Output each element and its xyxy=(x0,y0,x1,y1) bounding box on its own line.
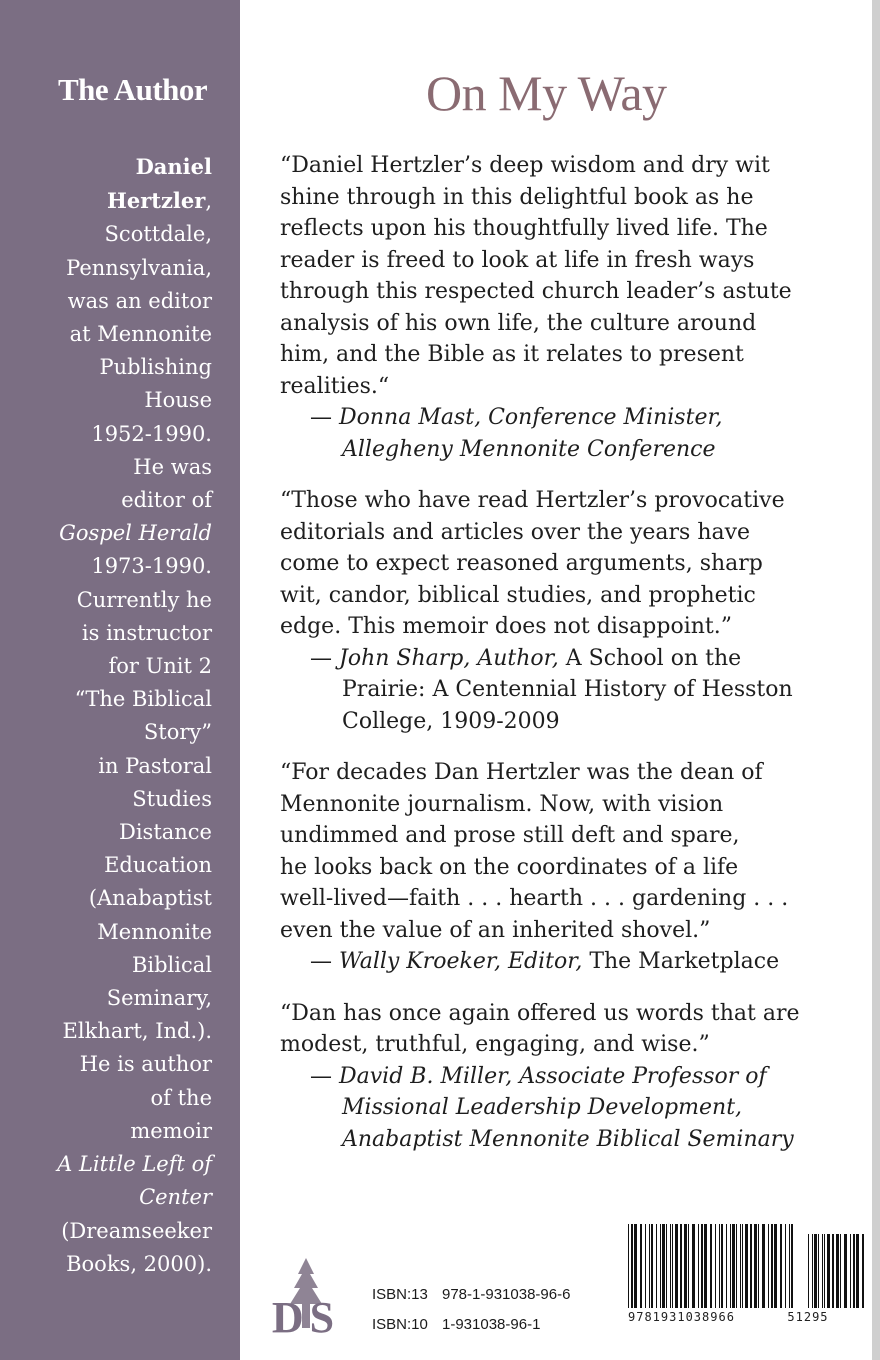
barcode-bar xyxy=(732,1224,735,1308)
text-run: Mennonite xyxy=(97,919,212,944)
quote-line: even the value of an inherited shovel.” xyxy=(280,917,711,943)
barcode-bar xyxy=(662,1224,665,1308)
quote-attribution xyxy=(310,402,840,465)
text-run: memoir xyxy=(130,1118,212,1143)
barcode-bar xyxy=(822,1234,823,1308)
bio-line xyxy=(12,1015,212,1048)
quote-gap xyxy=(280,737,840,757)
quote-line: wit, candor, biblical studies, and prophetic xyxy=(280,582,756,608)
attribution-line xyxy=(310,1124,840,1156)
attribution-line xyxy=(310,706,840,738)
barcode-bar xyxy=(785,1224,786,1308)
text-run: Story” xyxy=(143,720,212,745)
barcode-bar xyxy=(762,1224,765,1308)
text-run: Allegheny Mennonite Conference xyxy=(342,436,716,462)
quote-line: “Dan has once again offered us words that are xyxy=(280,1000,800,1026)
barcode-bar xyxy=(710,1224,712,1308)
bio-line xyxy=(12,882,212,915)
barcode-bar xyxy=(856,1234,859,1308)
bio-line xyxy=(12,484,212,517)
barcode-bar xyxy=(730,1224,731,1308)
bio-line xyxy=(12,949,212,982)
bio-line xyxy=(12,1248,212,1281)
barcode xyxy=(622,1222,868,1344)
text-run: Studies xyxy=(132,786,212,811)
text-run: at Mennonite xyxy=(69,322,212,347)
barcode-bar xyxy=(660,1224,661,1308)
quote-line: well-lived—faith . . . hearth . . . gardening . . . xyxy=(280,886,789,911)
bio-line xyxy=(12,285,212,318)
bio-line xyxy=(12,816,212,849)
barcode-bar xyxy=(791,1224,793,1308)
barcode-bar xyxy=(824,1234,825,1308)
quote-gap xyxy=(280,978,840,998)
endorsement-quote xyxy=(280,757,840,978)
attribution-line xyxy=(310,434,840,466)
barcode-bar xyxy=(715,1224,716,1308)
quote-line: “Those who have read Hertzler’s provocative xyxy=(280,488,785,513)
quote-line: Mennonite journalism. Now, with vision xyxy=(280,791,724,817)
bio-line xyxy=(12,1115,212,1148)
text-run: David B. Miller, Associate Professor of xyxy=(339,1063,767,1089)
text-run: A Little Left of xyxy=(57,1152,212,1177)
attribution-line xyxy=(310,643,840,675)
text-run: 1973-1990. xyxy=(91,554,212,579)
barcode-bar xyxy=(853,1234,855,1308)
attribution-line xyxy=(310,674,840,706)
barcode-bar xyxy=(704,1224,707,1308)
barcode-bar xyxy=(656,1224,657,1308)
barcode-bar xyxy=(634,1224,637,1308)
barcode-bar xyxy=(666,1224,667,1308)
quote-line: reader is freed to look at life in fresh ways xyxy=(280,247,755,273)
quote-line: come to expect reasoned arguments, sharp xyxy=(280,551,763,576)
barcode-bar xyxy=(754,1224,757,1308)
bio-line xyxy=(12,849,212,882)
text-run: — xyxy=(310,405,339,430)
attribution-line xyxy=(310,1061,840,1093)
text-run: Missional Leadership Development, xyxy=(342,1095,743,1120)
text-run: Publishing xyxy=(99,355,212,380)
text-run: Seminary, xyxy=(106,986,212,1011)
barcode-bar xyxy=(812,1234,813,1308)
attribution-line xyxy=(310,946,840,978)
barcode-bar xyxy=(750,1224,752,1308)
isbn-value: 978-1-931038-96-6 xyxy=(442,1286,571,1303)
quote-line: reflects upon his thoughtfully lived life. The xyxy=(280,216,768,241)
bio-line xyxy=(12,150,212,184)
text-run: — xyxy=(310,1063,339,1089)
barcode-bar xyxy=(827,1234,830,1308)
barcode-bar xyxy=(780,1224,782,1308)
bio-line xyxy=(12,982,212,1015)
text-run: Pennsylvania, xyxy=(66,255,212,280)
quote-line: realities.“ xyxy=(280,373,390,399)
publisher-logo xyxy=(258,1252,354,1348)
barcode-bar xyxy=(688,1224,689,1308)
barcode-bar xyxy=(736,1224,737,1308)
barcode-bar xyxy=(670,1224,671,1308)
barcode-bar xyxy=(719,1224,720,1308)
text-run: — xyxy=(310,645,339,671)
bio-line xyxy=(12,683,212,716)
isbn-row xyxy=(372,1310,570,1340)
barcode-bar xyxy=(768,1224,769,1308)
text-run: of the xyxy=(150,1085,212,1110)
barcode-bar xyxy=(808,1234,809,1308)
barcode-bar xyxy=(758,1224,759,1308)
text-run: was an editor xyxy=(67,288,212,313)
bio-line xyxy=(12,184,212,218)
bio-line xyxy=(12,252,212,285)
isbn-label: ISBN:13 xyxy=(372,1286,428,1303)
text-run: (Anabaptist xyxy=(88,886,212,911)
text-run: Distance xyxy=(118,820,212,845)
bio-line xyxy=(12,351,212,384)
barcode-bar xyxy=(698,1224,699,1308)
endorsement-quote xyxy=(280,150,840,465)
text-run: Wally Kroeker, Editor, xyxy=(339,949,583,974)
text-run: Education xyxy=(104,853,212,878)
quote-line: he looks back on the coordinates of a life xyxy=(280,854,739,880)
text-run: Elkhart, Ind.). xyxy=(62,1019,212,1044)
quote-line: editorials and articles over the years have xyxy=(280,519,751,545)
barcode-bar xyxy=(640,1224,642,1308)
barcode-bar xyxy=(740,1224,741,1308)
isbn-label: ISBN:10 xyxy=(372,1316,428,1333)
text-run: College, 1909-2009 xyxy=(342,708,560,734)
endorsement-quote xyxy=(280,998,840,1156)
bio-line xyxy=(12,584,212,617)
barcode-bar xyxy=(771,1224,773,1308)
text-run: editor of xyxy=(121,488,212,513)
text-run: — xyxy=(310,949,339,974)
barcode-bar xyxy=(814,1234,817,1308)
barcode-bar xyxy=(850,1234,851,1308)
quote-line: modest, truthful, engaging, and wise.” xyxy=(280,1032,710,1057)
quote-line: edge. This memoir does not disappoint.” xyxy=(280,614,732,639)
author-bio xyxy=(12,150,212,1281)
text-run: The Marketplace xyxy=(582,949,780,974)
bio-line xyxy=(12,1148,212,1181)
isbn-value: 1-931038-96-1 xyxy=(442,1316,541,1333)
attribution-line xyxy=(310,402,840,434)
text-run: House xyxy=(144,388,212,413)
barcode-bar xyxy=(721,1224,723,1308)
barcode-bar xyxy=(672,1224,673,1308)
isbn-row xyxy=(372,1280,570,1310)
barcode-bar xyxy=(862,1234,864,1308)
barcode-main-digits: 9781931038966 xyxy=(628,1310,735,1324)
barcode-addon-digits: 51295 xyxy=(787,1310,829,1324)
text-run: He was xyxy=(133,454,212,479)
text-run: (Dreamseeker xyxy=(61,1218,212,1243)
bio-line xyxy=(12,550,212,583)
text-run: in Pastoral xyxy=(98,753,212,778)
barcode-bar xyxy=(651,1224,653,1308)
bio-line xyxy=(12,451,212,484)
barcode-bar xyxy=(742,1224,743,1308)
barcode-bar xyxy=(832,1234,834,1308)
barcode-bar xyxy=(774,1224,777,1308)
text-run: Biblical xyxy=(131,952,212,977)
barcode-bar xyxy=(684,1224,687,1308)
quote-attribution xyxy=(310,946,840,978)
text-run: Center xyxy=(139,1185,212,1210)
quote-attribution xyxy=(310,1061,840,1156)
barcode-bar xyxy=(789,1224,790,1308)
text-run: He is author xyxy=(79,1052,212,1077)
barcode-bar xyxy=(726,1224,727,1308)
bio-line xyxy=(12,1181,212,1214)
bio-line xyxy=(12,1048,212,1081)
isbn-block xyxy=(372,1280,570,1340)
text-run: , xyxy=(205,189,212,214)
text-run: Currently he xyxy=(76,587,212,612)
endorsements xyxy=(280,150,840,1155)
barcode-bar xyxy=(649,1224,650,1308)
barcode-bar xyxy=(836,1234,839,1308)
barcode-bar xyxy=(645,1224,646,1308)
endorsement-quote xyxy=(280,485,840,737)
barcode-bar xyxy=(840,1234,841,1308)
quote-line: analysis of his own life, the culture around xyxy=(280,310,757,336)
text-run: 1952-1990. xyxy=(91,421,212,446)
quote-line: through this respected church leader’s astute xyxy=(280,279,792,304)
bio-line xyxy=(12,916,212,949)
text-run: A School on the xyxy=(558,645,742,671)
text-run: Daniel xyxy=(135,154,212,179)
barcode-bar xyxy=(745,1224,748,1308)
author-sidebar xyxy=(0,0,240,1360)
text-run: “The Biblical xyxy=(74,687,212,712)
barcode-bar xyxy=(631,1224,633,1308)
quote-gap xyxy=(280,465,840,485)
attribution-line xyxy=(310,1092,840,1124)
bio-line xyxy=(12,418,212,451)
quote-attribution xyxy=(310,643,840,738)
text-run: John Sharp, Author, xyxy=(339,645,559,671)
quote-line: undimmed and prose still deft and spare, xyxy=(280,823,740,848)
author-heading: The Author xyxy=(58,72,208,107)
cover-edge xyxy=(872,0,880,1360)
text-run: Books, 2000). xyxy=(66,1251,212,1276)
barcode-bar xyxy=(818,1234,819,1308)
bio-line xyxy=(12,783,212,816)
text-run: Donna Mast, Conference Minister, xyxy=(339,405,723,430)
barcode-bar xyxy=(844,1234,847,1308)
barcode-bar xyxy=(628,1224,629,1308)
text-run: Anabaptist Mennonite Biblical Seminary xyxy=(342,1126,794,1152)
quote-line: “For decades Dan Hertzler was the dean of xyxy=(280,760,763,785)
bio-line xyxy=(12,517,212,550)
bio-line xyxy=(12,318,212,351)
bio-line xyxy=(12,650,212,683)
text-run: for Unit 2 xyxy=(108,654,212,679)
bio-line xyxy=(12,218,212,251)
quote-line: shine through in this delightful book as he xyxy=(280,184,754,210)
barcode-bar xyxy=(675,1224,678,1308)
bio-line xyxy=(12,1082,212,1115)
barcode-digits xyxy=(628,1310,829,1324)
barcode-bar xyxy=(680,1224,682,1308)
bio-line xyxy=(12,716,212,749)
quote-line: him, and the Bible as it relates to present xyxy=(280,342,744,367)
bio-line xyxy=(12,750,212,783)
bio-line xyxy=(12,384,212,417)
barcode-bar xyxy=(701,1224,703,1308)
barcode-bar xyxy=(692,1224,695,1308)
text-run: Gospel Herald xyxy=(59,521,212,546)
text-run: is instructor xyxy=(81,620,212,645)
quote-line: “Daniel Hertzler’s deep wisdom and dry wit xyxy=(280,153,770,178)
text-run: Scottdale, xyxy=(104,222,212,247)
logo-letters: DS xyxy=(271,1293,341,1342)
bio-line xyxy=(12,617,212,650)
text-run: Hertzler xyxy=(107,188,206,214)
bio-line xyxy=(12,1215,212,1248)
book-title: On My Way xyxy=(426,65,667,121)
text-run: Prairie: A Centennial History of Hesston xyxy=(342,677,793,702)
